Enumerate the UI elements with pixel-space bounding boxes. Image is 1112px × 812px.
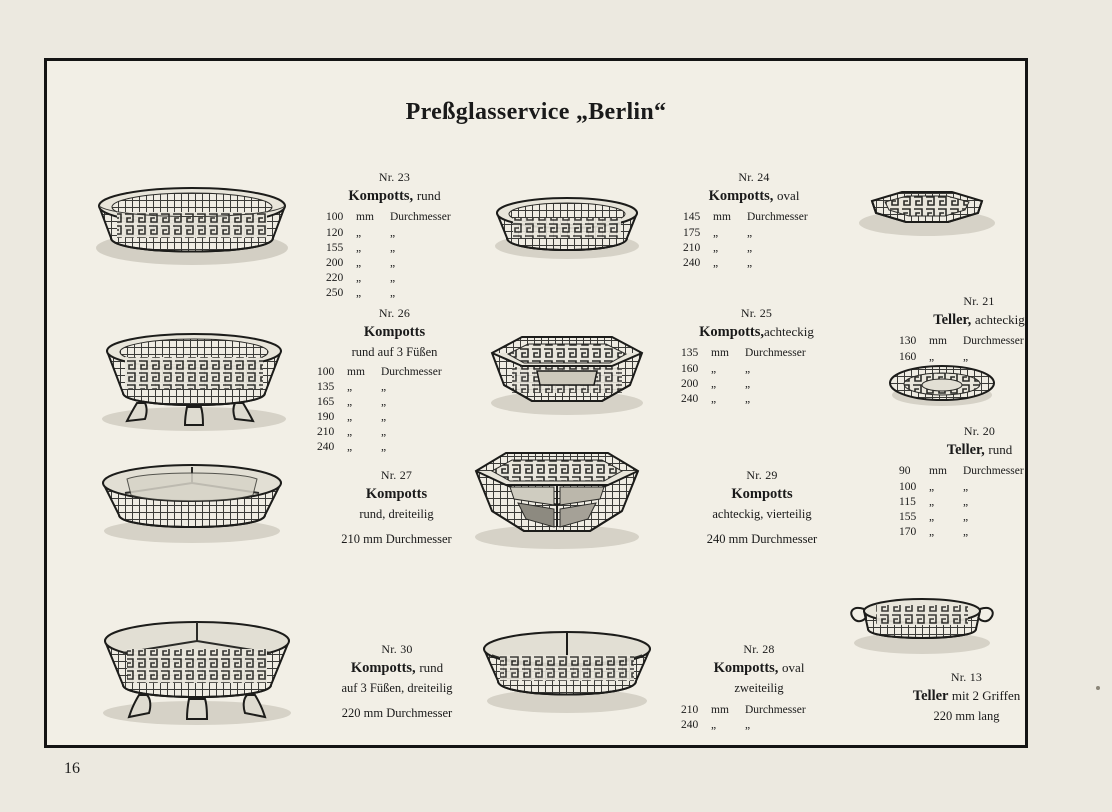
- size-row: 250 „ „: [326, 287, 396, 300]
- handled-tray-illustration: [842, 589, 1002, 663]
- item-number: Nr. 29: [746, 468, 778, 482]
- oval-compote-bowl-illustration: [487, 186, 647, 266]
- item-subtitle: zweiteilig: [734, 681, 784, 696]
- item-number: Nr. 28: [743, 642, 775, 656]
- size-list: [681, 703, 859, 733]
- size-row: 100 mm Durchmesser: [317, 365, 442, 378]
- item-name: Kompotts, rund: [348, 188, 441, 205]
- size-row: 200 „ „: [326, 256, 396, 269]
- entry-nr30: [297, 641, 497, 722]
- round-compote-bowl-illustration: [87, 176, 297, 271]
- size-row: 160 „ „: [681, 362, 751, 375]
- size-row: 165 „ „: [317, 395, 387, 408]
- size-list: [681, 346, 854, 407]
- item-name: Teller mit 2 Griffen: [912, 688, 1021, 705]
- size-row: 220 „ „: [326, 272, 396, 285]
- item-number: Nr. 20: [963, 424, 996, 438]
- item-name: Teller, achteckig: [933, 312, 1025, 329]
- item-name: Teller, rund: [946, 442, 1013, 459]
- quartered-octagonal-compote-illustration: [462, 439, 652, 559]
- entry-nr26: [297, 305, 492, 456]
- item-name: Kompotts: [363, 324, 426, 341]
- entry-nr25: [659, 305, 854, 407]
- item-subtitle: rund auf 3 Füßen: [351, 345, 438, 360]
- size-row: 240 „ „: [317, 441, 387, 454]
- paper-speck: [1096, 686, 1100, 690]
- octagonal-plate-illustration: [852, 183, 1002, 243]
- item-number: Nr. 25: [740, 306, 773, 320]
- entry-nr29: [662, 467, 862, 548]
- item-number: Nr. 30: [381, 642, 413, 656]
- entry-nr23: [302, 169, 487, 301]
- footed-divided-compote-illustration: [87, 609, 307, 729]
- size-list: [899, 464, 1082, 540]
- item-size: 240 mm Durchmesser: [706, 531, 818, 546]
- round-plate-illustration: [887, 359, 997, 415]
- octagonal-compote-illustration: [482, 323, 652, 423]
- item-number: Nr. 23: [378, 170, 411, 184]
- size-row: 170 „ „: [899, 526, 969, 539]
- size-row: 155 „ „: [899, 510, 969, 523]
- size-row: 145 mm Durchmesser: [683, 211, 808, 224]
- size-row: 200 „ „: [681, 377, 751, 390]
- item-name: Kompotts: [365, 486, 428, 503]
- size-row: 135 „ „: [317, 380, 387, 393]
- item-name: Kompotts, rund: [350, 660, 444, 677]
- size-row: 240 „ „: [683, 256, 753, 269]
- entry-nr21: [879, 293, 1079, 365]
- divided-round-compote-illustration: [87, 453, 297, 553]
- size-row: 155 „ „: [326, 241, 396, 254]
- item-number: Nr. 26: [378, 306, 411, 320]
- item-number: Nr. 24: [738, 170, 770, 184]
- size-row: 130 mm Durchmesser: [899, 335, 1024, 348]
- size-row: 175 „ „: [683, 226, 753, 239]
- entry-nr13: [859, 669, 1074, 726]
- size-row: 210 „ „: [317, 426, 387, 439]
- size-row: 210 mm Durchmesser: [681, 703, 806, 716]
- page-title: Preßglasservice „Berlin“: [405, 99, 667, 125]
- item-name: Kompotts,achteckig: [699, 324, 814, 341]
- size-row: 135 mm Durchmesser: [681, 347, 806, 360]
- item-size: 210 mm Durchmesser: [341, 531, 452, 546]
- entry-nr20: [877, 423, 1082, 540]
- size-list: [683, 210, 849, 271]
- divided-oval-compote-illustration: [472, 619, 662, 719]
- size-row: 240 „ „: [681, 718, 751, 731]
- item-number: Nr. 27: [380, 468, 413, 482]
- item-subtitle: rund, dreiteilig: [359, 507, 434, 522]
- size-row: 160 „ „: [899, 350, 969, 363]
- item-subtitle: auf 3 Füßen, dreiteilig: [341, 681, 453, 696]
- item-name: Kompotts: [731, 486, 793, 503]
- size-row: 100 „ „: [899, 480, 969, 493]
- size-row: 120 „ „: [326, 226, 396, 239]
- footed-round-compote-illustration: [89, 323, 299, 433]
- item-subtitle: achteckig, vierteilig: [712, 507, 812, 522]
- size-row: 240 „ „: [681, 392, 751, 405]
- size-row: 190 „ „: [317, 411, 387, 424]
- item-size: 220 mm Durchmesser: [341, 705, 453, 720]
- item-name: Kompotts, oval: [713, 660, 805, 677]
- entry-nr28: [659, 641, 859, 733]
- entry-nr24: [659, 169, 849, 271]
- item-number: Nr. 13: [950, 670, 983, 684]
- size-list: [326, 210, 487, 301]
- item-subtitle: 220 mm lang: [933, 709, 1000, 724]
- size-row: 210 „ „: [683, 241, 753, 254]
- size-row: 90 mm Durchmesser: [899, 465, 1024, 478]
- size-row: 115 „ „: [899, 495, 969, 508]
- page-number: 16: [64, 760, 80, 777]
- size-row: 100 mm Durchmesser: [326, 211, 451, 224]
- item-name: Kompotts, oval: [708, 188, 800, 205]
- item-number: Nr. 21: [963, 294, 995, 308]
- catalog-page: [44, 58, 1028, 748]
